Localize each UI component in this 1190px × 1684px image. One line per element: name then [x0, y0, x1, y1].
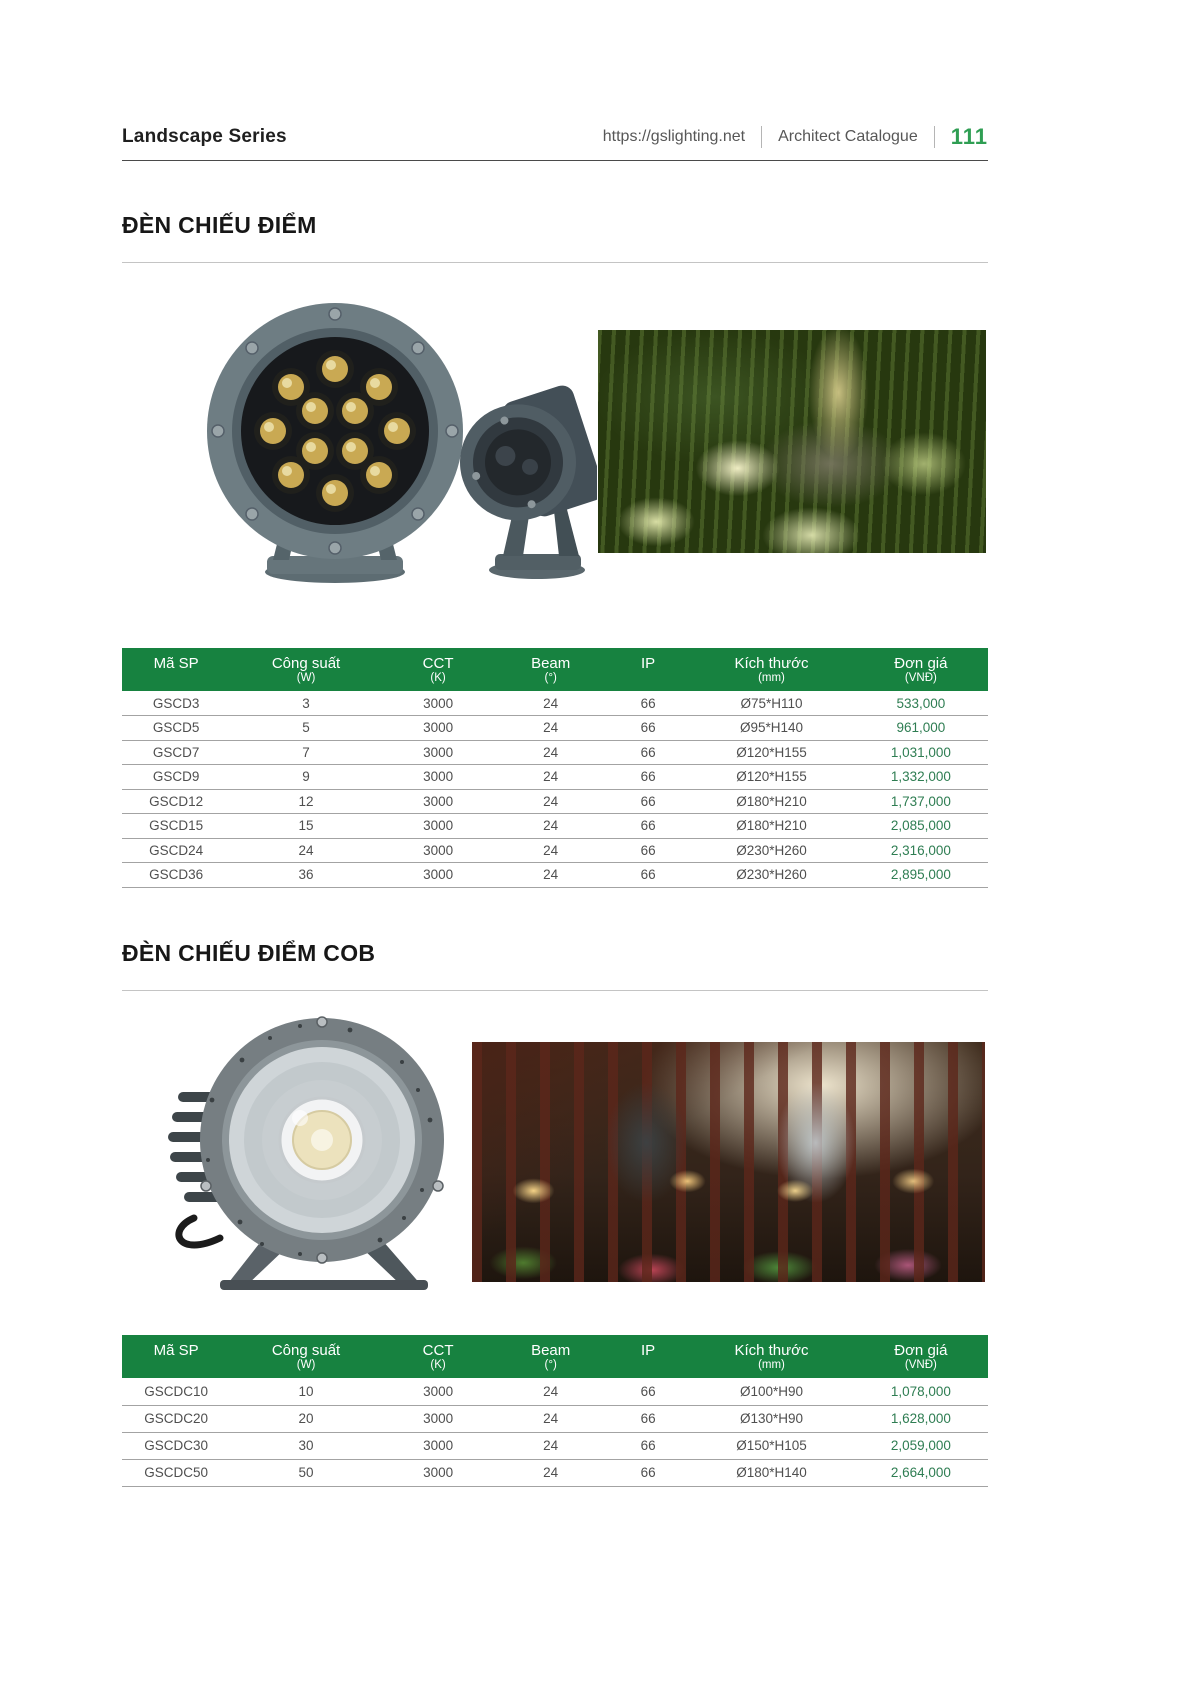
spec-cell: Ø180*H210 — [689, 789, 854, 814]
price-cell: 1,628,000 — [854, 1405, 988, 1432]
product-code-cell: GSCD24 — [122, 838, 230, 863]
spec-cell: Ø180*H140 — [689, 1459, 854, 1486]
spec-cell: 3000 — [382, 1378, 495, 1405]
spec-cell: 24 — [494, 863, 607, 888]
product-code-cell: GSCD36 — [122, 863, 230, 888]
header-right-group — [603, 124, 988, 150]
table-row — [122, 863, 988, 888]
price-cell: 2,059,000 — [854, 1432, 988, 1459]
section-title-den-chieu-diem-cob: ĐÈN CHIẾU ĐIỂM COB — [122, 940, 376, 966]
spec-cell: 3000 — [382, 740, 495, 765]
product-code-cell: GSCDC30 — [122, 1432, 230, 1459]
column-header: Kích thước (mm) — [689, 648, 854, 691]
table-row — [122, 1432, 988, 1459]
led-spotlight-pair-illustration — [165, 298, 597, 586]
spec-cell: 66 — [607, 838, 689, 863]
table-row — [122, 691, 988, 716]
spec-cell: 3000 — [382, 716, 495, 741]
spec-cell: 36 — [230, 863, 382, 888]
product-code-cell: GSCD5 — [122, 716, 230, 741]
price-cell: 2,085,000 — [854, 814, 988, 839]
spec-cell: Ø120*H155 — [689, 765, 854, 790]
table-row — [122, 789, 988, 814]
spec-cell: 66 — [607, 1459, 689, 1486]
price-cell: 1,078,000 — [854, 1378, 988, 1405]
column-header: Beam (°) — [494, 1335, 607, 1378]
column-header: Đơn giá (VNĐ) — [854, 1335, 988, 1378]
spec-cell: 3000 — [382, 863, 495, 888]
spec-cell: 3000 — [382, 1432, 495, 1459]
spec-cell: 50 — [230, 1459, 382, 1486]
spec-cell: 66 — [607, 863, 689, 888]
spec-cell: 3000 — [382, 765, 495, 790]
spec-cell: 3000 — [382, 1459, 495, 1486]
table-body — [122, 691, 988, 887]
spec-cell: 66 — [607, 1405, 689, 1432]
table-row — [122, 740, 988, 765]
column-header: IP — [607, 648, 689, 691]
column-header: IP — [607, 1335, 689, 1378]
product-code-cell: GSCD9 — [122, 765, 230, 790]
price-cell: 2,895,000 — [854, 863, 988, 888]
spec-cell: Ø75*H110 — [689, 691, 854, 716]
indoor-rockery-photo — [472, 1042, 985, 1282]
spec-cell: 66 — [607, 716, 689, 741]
table-row — [122, 765, 988, 790]
header-row — [122, 648, 988, 691]
spec-cell: 24 — [494, 838, 607, 863]
spec-cell: 24 — [494, 1378, 607, 1405]
spec-cell: Ø120*H155 — [689, 740, 854, 765]
spec-cell: 24 — [494, 740, 607, 765]
product-code-cell: GSCD15 — [122, 814, 230, 839]
table-row — [122, 716, 988, 741]
spec-cell: 24 — [494, 1459, 607, 1486]
price-cell: 1,332,000 — [854, 765, 988, 790]
spec-cell: 24 — [494, 1405, 607, 1432]
spec-cell: 24 — [494, 1432, 607, 1459]
column-header: Beam (°) — [494, 648, 607, 691]
spec-cell: Ø100*H90 — [689, 1378, 854, 1405]
spec-cell: 3000 — [382, 838, 495, 863]
price-cell: 1,031,000 — [854, 740, 988, 765]
product-code-cell: GSCD3 — [122, 691, 230, 716]
spec-cell: 5 — [230, 716, 382, 741]
table-row — [122, 814, 988, 839]
header-row — [122, 1335, 988, 1378]
table-header — [122, 648, 988, 691]
header-divider — [934, 126, 935, 148]
spec-cell: 7 — [230, 740, 382, 765]
spec-cell: Ø230*H260 — [689, 863, 854, 888]
spec-cell: 24 — [230, 838, 382, 863]
spec-cell: 3000 — [382, 691, 495, 716]
section-rule — [122, 262, 988, 263]
garden-night-photo — [598, 330, 986, 553]
page-header — [122, 120, 988, 154]
price-cell: 2,664,000 — [854, 1459, 988, 1486]
spec-cell: 66 — [607, 814, 689, 839]
spec-cell: 24 — [494, 691, 607, 716]
spec-cell: 30 — [230, 1432, 382, 1459]
column-header: Đơn giá (VNĐ) — [854, 648, 988, 691]
table-row — [122, 1405, 988, 1432]
spec-cell: 3 — [230, 691, 382, 716]
spec-cell: 20 — [230, 1405, 382, 1432]
cob-spotlight-illustration — [150, 1000, 462, 1292]
column-header: Kích thước (mm) — [689, 1335, 854, 1378]
product-code-cell: GSCDC50 — [122, 1459, 230, 1486]
website-url: https://gslighting.net — [602, 128, 746, 145]
spec-table-den-chieu-diem-cob — [122, 1335, 988, 1487]
spec-cell: 66 — [607, 765, 689, 790]
spec-cell: 9 — [230, 765, 382, 790]
catalogue-name: Architect Catalogue — [778, 128, 918, 145]
spec-cell: Ø180*H210 — [689, 814, 854, 839]
table-row — [122, 838, 988, 863]
spec-cell: Ø150*H105 — [689, 1432, 854, 1459]
spec-cell: 3000 — [382, 1405, 495, 1432]
spec-cell: Ø95*H140 — [689, 716, 854, 741]
header-divider — [761, 126, 762, 148]
spec-cell: 66 — [607, 1432, 689, 1459]
spec-cell: 66 — [607, 789, 689, 814]
column-header: CCT (K) — [382, 1335, 495, 1378]
spec-table-den-chieu-diem — [122, 648, 988, 888]
spec-cell: 66 — [607, 691, 689, 716]
table-row — [122, 1459, 988, 1486]
spec-cell: 15 — [230, 814, 382, 839]
section-rule — [122, 990, 988, 991]
header-rule — [122, 160, 988, 161]
spec-cell: 24 — [494, 765, 607, 790]
table-header — [122, 1335, 988, 1378]
product-code-cell: GSCD7 — [122, 740, 230, 765]
price-cell: 1,737,000 — [854, 789, 988, 814]
product-code-cell: GSCD12 — [122, 789, 230, 814]
spec-cell: 24 — [494, 814, 607, 839]
column-header: Công suất (W) — [230, 648, 382, 691]
page-number: 111 — [950, 124, 988, 149]
product-image-cob-spotlight — [150, 1000, 462, 1292]
table-body — [122, 1378, 988, 1486]
spec-cell: 66 — [607, 740, 689, 765]
price-cell: 2,316,000 — [854, 838, 988, 863]
price-cell: 961,000 — [854, 716, 988, 741]
price-cell: 533,000 — [854, 691, 988, 716]
spec-cell: 24 — [494, 716, 607, 741]
column-header: CCT (K) — [382, 648, 495, 691]
product-code-cell: GSCDC10 — [122, 1378, 230, 1405]
series-title: Landscape Series — [122, 126, 287, 147]
spec-cell: 12 — [230, 789, 382, 814]
spec-cell: 10 — [230, 1378, 382, 1405]
spec-cell: 66 — [607, 1378, 689, 1405]
spec-cell: 24 — [494, 789, 607, 814]
column-header: Công suất (W) — [230, 1335, 382, 1378]
spec-cell: Ø230*H260 — [689, 838, 854, 863]
section-title-den-chieu-diem: ĐÈN CHIẾU ĐIỂM — [122, 212, 317, 238]
column-header: Mã SP — [122, 1335, 230, 1378]
table-row — [122, 1378, 988, 1405]
column-header: Mã SP — [122, 648, 230, 691]
product-image-led-spotlights — [165, 298, 597, 586]
product-code-cell: GSCDC20 — [122, 1405, 230, 1432]
spec-cell: 3000 — [382, 814, 495, 839]
spec-cell: 3000 — [382, 789, 495, 814]
spec-cell: Ø130*H90 — [689, 1405, 854, 1432]
